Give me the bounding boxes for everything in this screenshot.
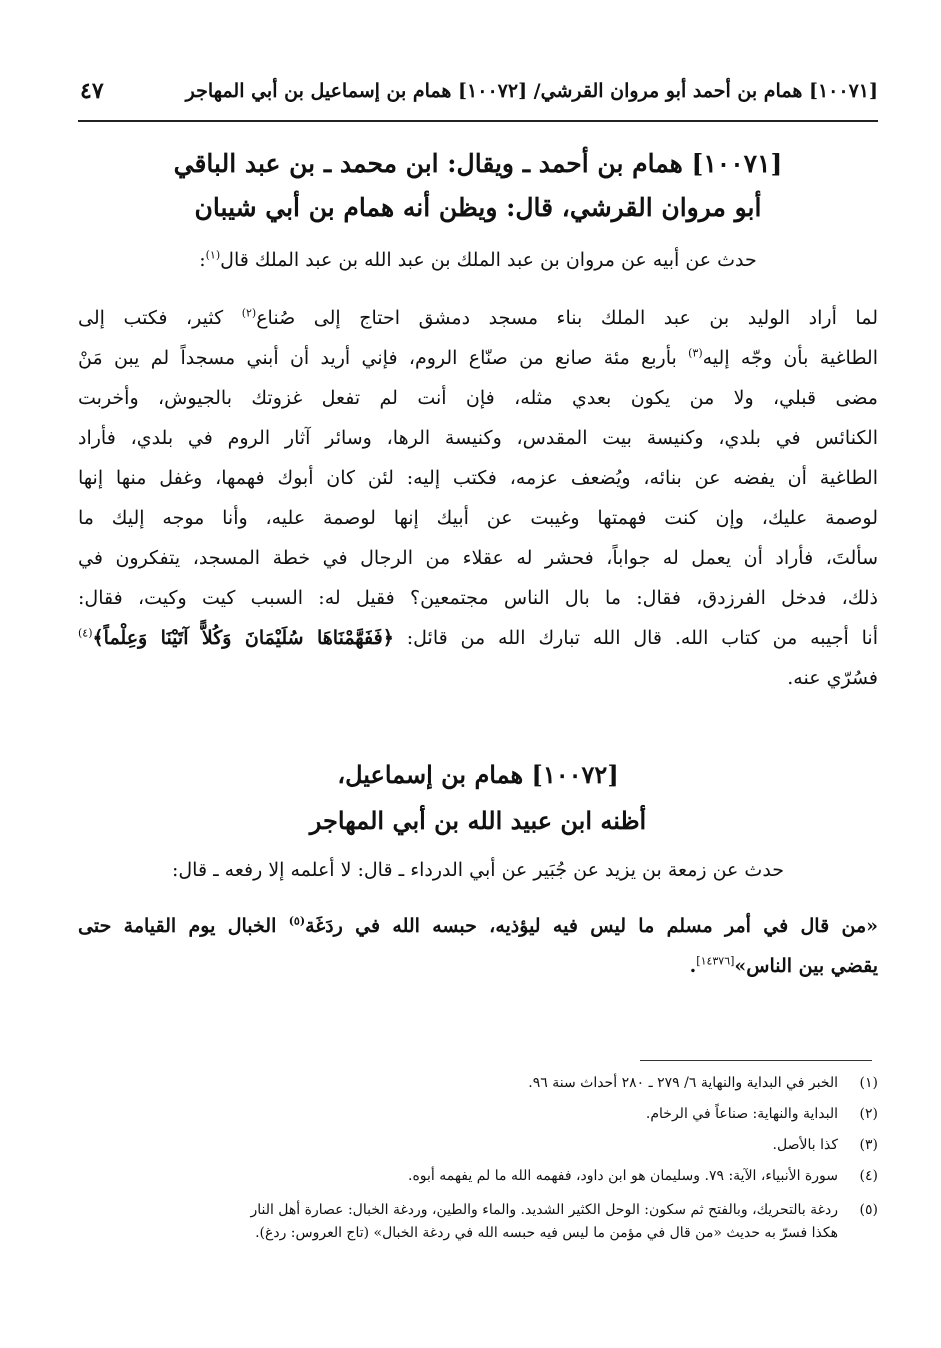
- narration-text: حدث عن أبيه عن مروان بن عبد الملك بن عبد الله بن عبد الملك قال: [220, 249, 757, 271]
- body-line: مضى قبلي، ولا من يكون بعدي مثله، فإن أنت لم تفعل غزوتك بالجيوش، وأخربت: [78, 387, 878, 409]
- hadith-line: يقضي بين الناس»[١٤٣٧٦].: [689, 954, 878, 977]
- body-line: لما أراد الوليد بن عبد الملك بناء مسجد دمشق احتاج إلى صُناع$^{(٢)}$ كثير، فكتب إلى: [78, 306, 878, 329]
- entry-heading-10072: [78, 752, 878, 844]
- entry-narration: [78, 240, 878, 280]
- hadith-reference: [١٤٣٧٦]: [696, 954, 735, 968]
- entry-heading-10071: [78, 142, 878, 230]
- footnote-number: (٣): [859, 1137, 878, 1153]
- entry-heading-line: أظنه ابن عبيد الله بن أبي المهاجر: [309, 806, 647, 835]
- footnote-text: ردغة بالتحريك، وبالفتح ثم سكون: الوحل الكثير الشديد. والماء والطين، وردغة الخبال: عصارة أهل النار: [250, 1202, 838, 1218]
- running-title: [١٠٠٧١] همام بن أحمد أبو مروان القرشي/ [١٠٠٧٢] همام بن إسماعيل بن أبي المهاجر: [185, 80, 878, 102]
- footnote-text: الخبر في البداية والنهاية ٦/ ٢٧٩ ـ ٢٨٠ أحداث سنة ٩٦.: [528, 1075, 838, 1091]
- hadith-text: [78, 906, 878, 986]
- body-line: أنا أجيبه من كتاب الله. قال الله تبارك الله من قائل: ﴿فَفَهَّمْنَاهَا سُلَيْمَانَ وَكُلاًّ آتَيْنَا وَعِلْماً﴾$^{(٤)}$: [78, 626, 878, 649]
- footnote-number: (٤): [859, 1168, 878, 1184]
- body-line: سألتَ، فأراد أن يعمل له جواباً، فحشر له عقلاء من الرجال في خطة المسجد، يتفكرون في: [78, 547, 878, 569]
- footnote-number: (١): [859, 1075, 878, 1091]
- entry-heading-line: [١٠٠٧٢] همام بن إسماعيل،: [337, 760, 619, 789]
- entry-body: [78, 298, 878, 698]
- body-line: الكنائس في بلدي، وكنيسة بيت المقدس، وكنيسة الرها، وسائر آثار الروم في بلدي، فأراد: [78, 427, 878, 449]
- body-line: الطاغية بأن وجّه إليه$^{(٣)}$ بأربع مئة صانع من صنّاع الروم، فإني أريد أن أبني مسجداً لم يبن مَنْ: [78, 346, 878, 369]
- narration-end: :: [199, 249, 206, 271]
- footnote-number: (٢): [859, 1106, 878, 1122]
- narration-text: حدث عن زمعة بن يزيد عن جُبَير عن أبي الدرداء ـ قال: لا أعلمه إلا رفعه ـ قال:: [171, 859, 785, 881]
- footnote: [78, 1068, 878, 1099]
- footnote-number: (٥): [859, 1202, 878, 1218]
- footnote-ref: (٢): [241, 306, 257, 320]
- entry2-narration: [78, 850, 878, 890]
- footnote: [78, 1161, 878, 1192]
- footnote-separator: [640, 1060, 872, 1061]
- footnote-text: سورة الأنبياء، الآية: ٧٩. وسليمان هو ابن داود، ففهمه الله ما لم يفهمه أبوه.: [408, 1168, 838, 1184]
- footnote: [78, 1198, 878, 1222]
- body-line: لوصمة عليك، وإن كنت فهمتها وغيبت عن أبيك إنها لوصمة عليه، وأنا موجه إليك ما: [78, 507, 878, 529]
- footnotes: [78, 1068, 878, 1244]
- footnote: [78, 1099, 878, 1130]
- footnote: [78, 1130, 878, 1161]
- entry-heading-line: أبو مروان القرشي، قال: ويظن أنه همام بن أبي شيبان: [194, 193, 762, 222]
- body-line: فسُرّي عنه.: [787, 667, 878, 689]
- footnote-ref: (١): [205, 248, 221, 262]
- footnote-ref: (٣): [688, 346, 703, 360]
- quran-verse: ﴿فَفَهَّمْنَاهَا سُلَيْمَانَ وَكُلاًّ آتَيْنَا وَعِلْماً﴾: [92, 627, 394, 649]
- footnote-continuation: هكذا فسرّ به حديث «من قال في مؤمن ما ليس فيه حبسه الله في ردغة الخبال» (تاج العروس: ردغ).: [255, 1225, 838, 1241]
- page-number: ٤٧: [80, 78, 104, 104]
- hadith-line: «من قال في أمر مسلم ما ليس فيه ليؤذيه، حبسه الله في ردَغَة$^{(٥)}$ الخبال يوم القيامة حتى: [78, 914, 878, 937]
- footnote-text: كذا بالأصل.: [772, 1137, 838, 1153]
- entry-heading-line: [١٠٠٧١] همام بن أحمد ـ ويقال: ابن محمد ـ بن عبد الباقي: [173, 149, 783, 178]
- running-header: [78, 78, 878, 122]
- footnote-ref: (٥): [288, 914, 306, 928]
- body-line: ذلك، فدخل الفرزدق، فقال: ما بال الناس مجتمعين؟ فقيل له: السبب كيت وكيت، فقال:: [78, 587, 878, 609]
- footnote-ref: (٤): [78, 626, 93, 640]
- body-line: الطاغية أن يفضه عن بنائه، ويُضعف عزمه، فكتب إليه: لئن كان أبوك فهمها، وغفل منها إنها: [78, 467, 878, 489]
- footnote-text: البداية والنهاية: صناعاً في الرخام.: [645, 1106, 838, 1122]
